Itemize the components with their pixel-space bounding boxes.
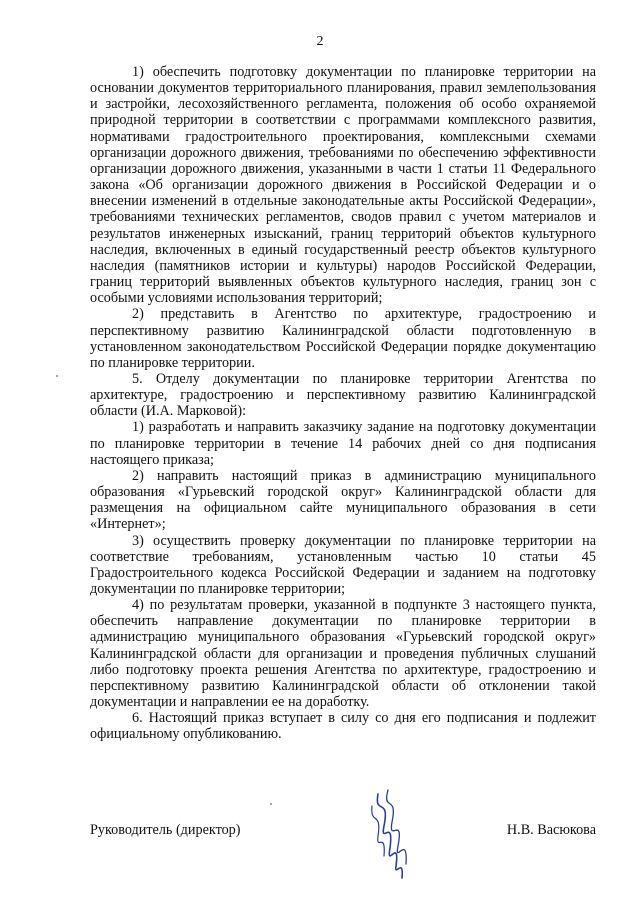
paragraph-2: 2) представить в Агентство по архитектуре, градостроению и перспективному развитию Калининградской области подготовленную в установленном законодательством Российской Федерации порядке документацию по планировке территории. bbox=[90, 306, 596, 371]
paragraph-8: 6. Настоящий приказ вступает в силу со дня его подписания и подлежит официальному опубликованию. bbox=[90, 710, 596, 743]
paragraph-1: 1) обеспечить подготовку документации по планировке территории на основании документов территориального планирования, правил землепользования и застройки, лесохозяйственного регламента, положения об особо охраняемой природной территории в соответствии с программами комплексного развития, нормативами градостроительного проектирования, комплексными схемами организации дорожного движения, требованиями по обеспечению эффективности организации дорожного движения, указанными в части 1 статьи 11 Федерального закона «Об организации дорожного движения в Российской Федерации и о внесении изменений в отдельные законодательные акты Российской Федерации», требованиями технических регламентов, сводов правил с учетом материалов и результатов инженерных изысканий, границ территорий объектов культурного наследия, включенных в единый государственный реестр объектов культурного наследия (памятников истории и культуры) народов Российской Федерации, границ территорий выявленных объектов культурного наследия, границ зон с особыми условиями использования территорий; bbox=[90, 64, 596, 307]
document-body bbox=[90, 64, 596, 743]
paragraph-7: 4) по результатам проверки, указанной в подпункте 3 настоящего пункта, обеспечить направление документации по планировке территории в администрацию муниципального образования «Гурьевский городской округ» Калининградской области для организации и проведения публичных слушаний либо подготовку проекта решения Агентства по архитектуре, градостроению и перспективному развитию Калининградской области об отклонении такой документации и направлении ее на доработку. bbox=[90, 597, 596, 711]
scan-speck bbox=[270, 803, 272, 805]
scan-speck bbox=[56, 375, 58, 377]
signer-title: Руководитель (директор) bbox=[90, 822, 241, 838]
paragraph-5: 2) направить настоящий приказ в администрацию муниципального образования «Гурьевский городской округ» Калининградской области для размещения на официальном сайте муниципального образования в сети «Интернет»; bbox=[90, 467, 596, 533]
paragraph-3: 5. Отделу документации по планировке территории Агентства по архитектуре, градостроению и перспективному развитию Калининградской области (И.А. Марковой): bbox=[90, 370, 596, 420]
paragraph-6: 3) осуществить проверку документации по планировке территории на соответствие требованиям, установленным частью 10 статьи 45 Градостроительного кодекса Российской Федерации и заданием на подготовку документации по планировке территории; bbox=[90, 532, 596, 597]
signature-block bbox=[90, 822, 596, 846]
paragraph-4: 1) разработать и направить заказчику задание на подготовку документации по планировке территории в течение 14 рабочих дней со дня подписания настоящего приказа; bbox=[90, 419, 596, 468]
signer-name: Н.В. Васюкова bbox=[506, 822, 596, 838]
page-number: 2 bbox=[316, 34, 324, 49]
